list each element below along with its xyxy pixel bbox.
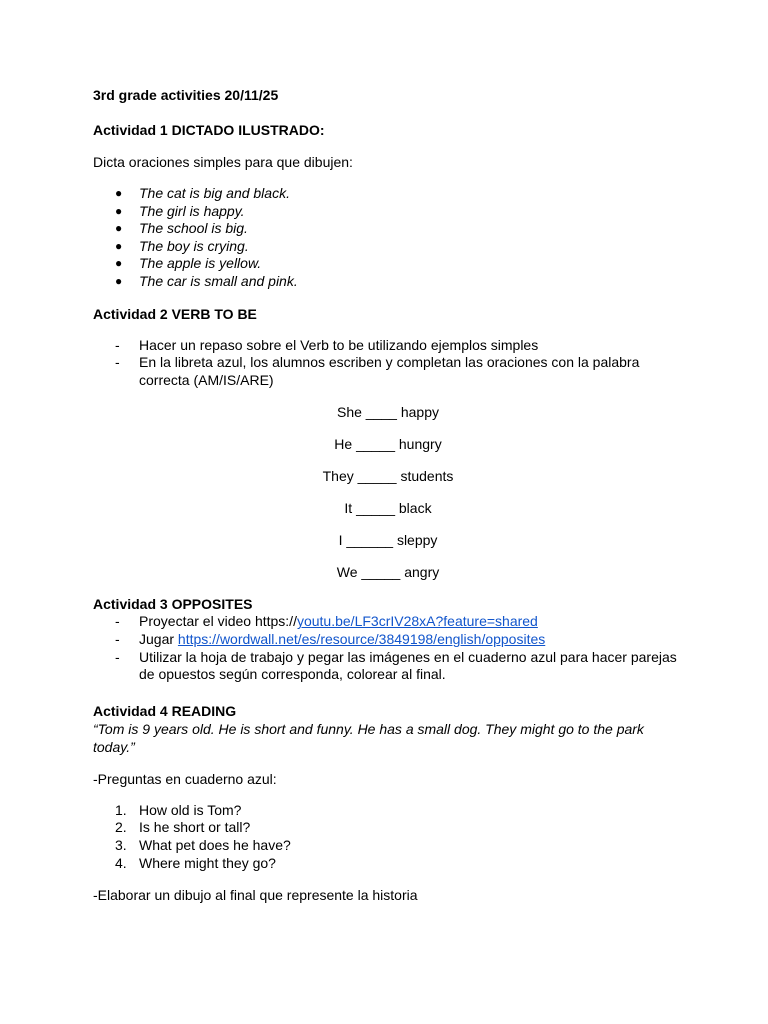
list-item <box>93 631 683 649</box>
list-item <box>93 273 683 291</box>
video-link[interactable]: youtu.be/LF3crIV28xA?feature=shared <box>296 613 538 630</box>
bullet-icon: ● <box>115 221 123 236</box>
bullet-icon: ● <box>115 203 123 218</box>
list-item-text: The girl is happy. <box>139 202 245 219</box>
list-item <box>93 802 683 820</box>
list-item <box>93 220 683 238</box>
reading-question-list <box>93 802 683 872</box>
list-item-text: En la libreta azul, los alumnos escriben y completan las oraciones con la palabra correcta (AM/IS/ARE) <box>139 354 640 388</box>
activity-1-heading: Actividad 1 DICTADO ILUSTRADO: <box>93 122 325 138</box>
list-item-text: The school is big. <box>139 220 248 237</box>
activity-4-heading: Actividad 4 READING <box>93 702 237 719</box>
number-marker: 2. <box>115 819 127 836</box>
list-item-text: The cat is big and black. <box>139 185 290 201</box>
fill-in-sentence: He _____ hungry <box>334 436 442 453</box>
list-item <box>93 238 683 256</box>
list-item <box>93 855 683 873</box>
number-marker: 1. <box>115 801 127 818</box>
dash-icon: - <box>115 630 120 647</box>
activity-2-heading: Actividad 2 VERB TO BE <box>93 305 257 322</box>
document-page <box>93 86 683 904</box>
list-item-text: Jugar <box>139 630 178 647</box>
activity-1-intro: Dicta oraciones simples para que dibujen: <box>93 154 353 170</box>
bullet-icon: ● <box>115 186 123 200</box>
fill-in-sentence: She ____ happy <box>337 404 439 421</box>
fill-in-sentence: They _____ students <box>322 468 454 485</box>
fill-in-sentence: We _____ angry <box>336 564 440 581</box>
list-item-text: What pet does he have? <box>139 836 291 853</box>
list-item-text: How old is Tom? <box>139 801 242 818</box>
list-item-text: Hacer un repaso sobre el Verb to be utilizando ejemplos simples <box>139 336 539 353</box>
bullet-icon: ● <box>115 238 123 253</box>
dash-icon: - <box>115 354 120 371</box>
list-item-text: The apple is yellow. <box>139 255 262 272</box>
activity-3-heading: Actividad 3 OPPOSITES <box>93 596 253 613</box>
activity-3-instruction-list <box>93 613 683 683</box>
list-item <box>93 837 683 855</box>
activity-2-instruction-list <box>93 337 683 390</box>
list-item <box>93 613 683 631</box>
dash-icon: - <box>115 648 120 665</box>
wordwall-link[interactable]: https://wordwall.net/es/resource/3849198/english/opposites <box>177 630 546 647</box>
activity-1-sentence-list <box>93 185 683 291</box>
list-item <box>93 185 683 203</box>
list-item-text: The car is small and pink. <box>139 272 298 289</box>
closing-instruction: -Elaborar un dibujo al final que represente la historia <box>93 887 418 904</box>
list-item-text: Where might they go? <box>139 854 276 871</box>
fill-in-sentences <box>93 403 683 581</box>
list-item <box>93 649 683 684</box>
list-item-text: Proyectar el video https:// <box>139 613 297 630</box>
number-marker: 4. <box>115 854 127 871</box>
list-item <box>93 337 683 355</box>
list-item <box>93 354 683 389</box>
list-item <box>93 819 683 837</box>
list-item-text: The boy is crying. <box>139 237 249 254</box>
list-item <box>93 203 683 221</box>
number-marker: 3. <box>115 836 127 853</box>
fill-in-sentence: It _____ black <box>344 500 432 517</box>
document-title: 3rd grade activities 20/11/25 <box>93 87 279 103</box>
reading-story: “Tom is 9 years old. He is short and funny. He has a small dog. They might go to the park today.” <box>93 720 644 755</box>
bullet-icon: ● <box>115 273 123 288</box>
list-item-text: Is he short or tall? <box>139 819 251 836</box>
list-item <box>93 255 683 273</box>
dash-icon: - <box>115 336 120 353</box>
dash-icon: - <box>115 613 120 630</box>
questions-intro: -Preguntas en cuaderno azul: <box>93 770 277 787</box>
bullet-icon: ● <box>115 256 123 271</box>
list-item-text: Utilizar la hoja de trabajo y pegar las imágenes en el cuaderno azul para hacer parejas de opuestos según corresponda, colorear al final. <box>139 648 677 683</box>
fill-in-sentence: I ______ sleppy <box>338 532 438 549</box>
